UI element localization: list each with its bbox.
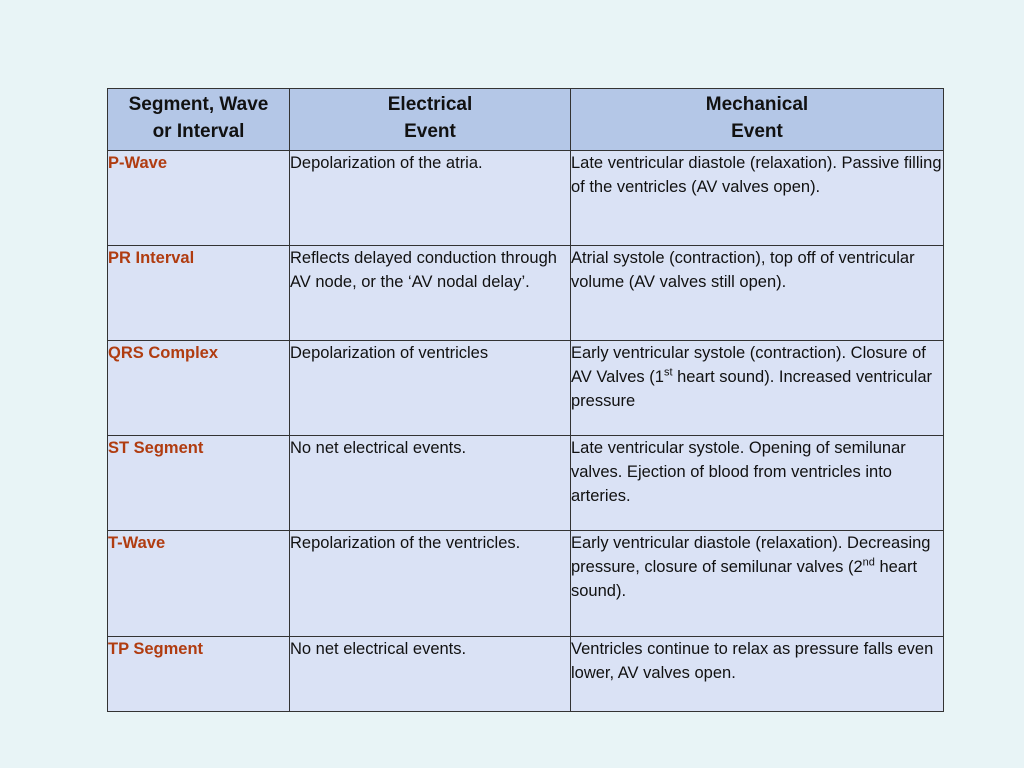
row-label: P-Wave [108, 154, 167, 172]
mechanical-event-cell: Late ventricular diastole (relaxation). Passive filling of the ventricles (AV valves open). [571, 151, 944, 246]
header-electrical [290, 89, 571, 151]
row-label-cell [108, 151, 290, 246]
table-row [108, 151, 944, 246]
electrical-event-cell: No net electrical events. [290, 637, 571, 712]
table-row [108, 436, 944, 531]
row-label-cell [108, 436, 290, 531]
header-segment-line1: Segment, Wave [128, 94, 269, 115]
row-label: ST Segment [108, 439, 204, 457]
mechanical-text-a: Early ventricular systole (contraction). Closure of AV Valves (1 [571, 344, 926, 386]
row-label-cell [108, 531, 290, 637]
header-mechanical-line2: Event [731, 121, 783, 142]
row-label-cell [108, 246, 290, 341]
mechanical-text-b: heart sound). Increased ventricular pressure [571, 368, 933, 410]
electrical-event-cell: No net electrical events. [290, 436, 571, 531]
ordinal-superscript: st [663, 366, 673, 379]
row-label: T-Wave [108, 534, 166, 552]
table-row [108, 637, 944, 712]
mechanical-event-cell: Late ventricular systole. Opening of semilunar valves. Ejection of blood from ventricles into arteries. [571, 436, 944, 531]
mechanical-event-cell: Atrial systole (contraction), top off of ventricular volume (AV valves still open). [571, 246, 944, 341]
table-header-row [108, 89, 944, 151]
mechanical-event-cell [571, 341, 944, 436]
electrical-event-cell: Depolarization of ventricles [290, 341, 571, 436]
table-row [108, 246, 944, 341]
row-label-cell [108, 637, 290, 712]
mechanical-event-cell [571, 531, 944, 637]
row-label: PR Interval [108, 249, 195, 267]
header-mechanical [571, 89, 944, 151]
table-row [108, 531, 944, 637]
mechanical-text-b: heart sound). [571, 558, 918, 600]
row-label: QRS Complex [108, 344, 219, 362]
header-mechanical-line1: Mechanical [705, 94, 809, 115]
mechanical-text-a: Early ventricular diastole (relaxation). Decreasing pressure, closure of semilunar valves (2 [571, 534, 931, 576]
header-electrical-line1: Electrical [387, 94, 473, 115]
header-electrical-line2: Event [404, 121, 456, 142]
row-label: TP Segment [108, 640, 204, 658]
electrical-event-cell: Depolarization of the atria. [290, 151, 571, 246]
ordinal-superscript: nd [862, 556, 875, 569]
electrical-event-cell: Reflects delayed conduction through AV node, or the ‘AV nodal delay’. [290, 246, 571, 341]
header-segment [108, 89, 290, 151]
electrical-event-cell: Repolarization of the ventricles. [290, 531, 571, 637]
row-label-cell [108, 341, 290, 436]
mechanical-event-cell: Ventricles continue to relax as pressure falls even lower, AV valves open. [571, 637, 944, 712]
header-segment-line2: or Interval [152, 121, 245, 142]
ecg-events-table [107, 88, 944, 712]
table-row [108, 341, 944, 436]
